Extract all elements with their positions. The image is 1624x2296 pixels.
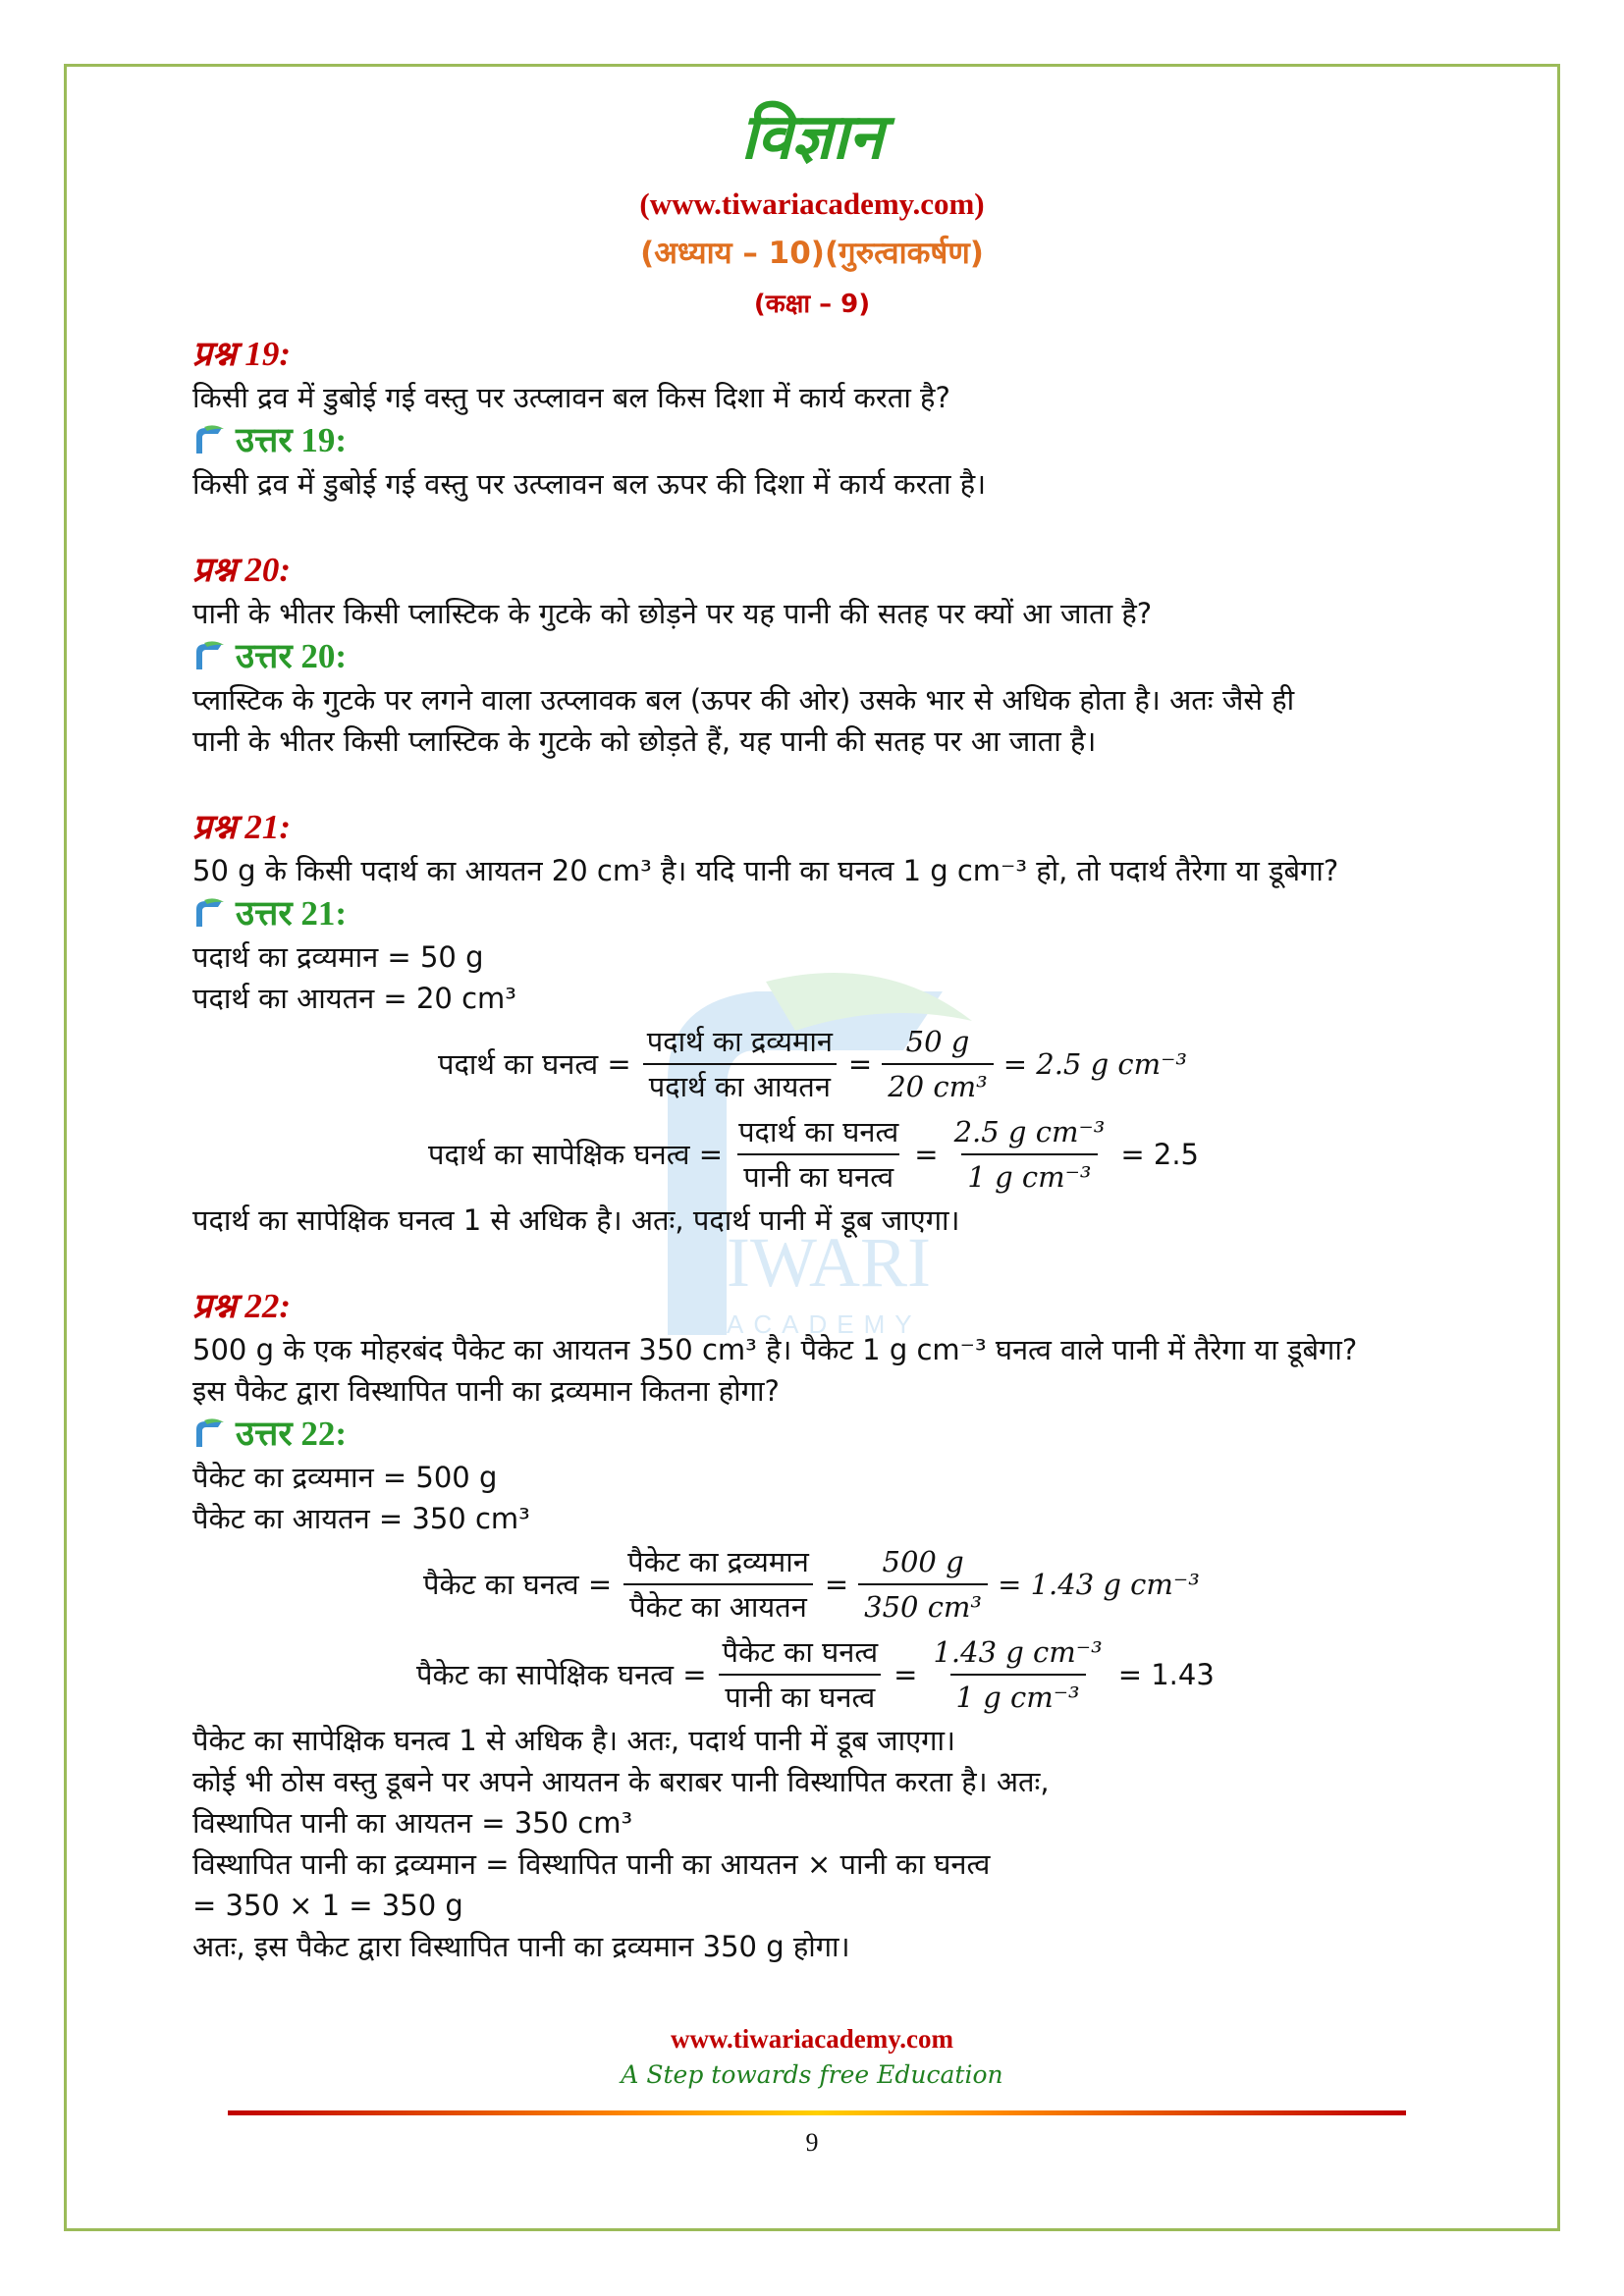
relative-density-equation-22: पैकेट का सापेक्षिक घनत्व = $\frac{\text{पैकेट का घनत्व}}{\text{पानी का घनत्व}}$ = $\frac{\text{1.43 g cm⁻³}}{\text{1 g cm⁻³}}$ = 1.43 [192, 1629, 1459, 1720]
fraction-numerator: 1.43 g cm⁻³ [933, 1635, 1103, 1669]
fraction-denominator: पानी का घनत्व [737, 1153, 899, 1197]
fraction-denominator: पदार्थ का आयतन [643, 1063, 837, 1106]
page-footer [0, 2024, 1624, 2089]
answer-22-line-5: अतः, इस पैकेट द्वारा विस्थापित पानी का द्रव्यमान 350 g होगा। [192, 1930, 850, 1963]
relative-density-equation-21: पदार्थ का सापेक्षिक घनत्व = $\frac{\text{पदार्थ का घनत्व}}{\text{पानी का घनत्व}}$ = $\frac{\text{2.5 g cm⁻³}}{\text{1 g cm⁻³}}$ = 2.5 [192, 1109, 1459, 1200]
watermark-text: IWARI [727, 1223, 931, 1302]
answer-22-line-1: कोई भी ठोस वस्तु डूबने पर अपने आयतन के बराबर पानी विस्थापित करता है। अतः, [192, 1765, 1050, 1798]
fraction-denominator: पैकेट का आयतन [623, 1583, 813, 1627]
tiwari-logo-icon [192, 424, 226, 457]
question-21-label: प्रश्न 21: [192, 808, 292, 846]
header-site-link[interactable]: (www.tiwariacademy.com) [639, 187, 985, 221]
answer-22-line-2: विस्थापित पानी का आयतन = 350 cm³ [192, 1806, 633, 1840]
relative-density-lhs: पैकेट का सापेक्षिक घनत्व = [416, 1658, 707, 1691]
page-number: 9 [805, 2128, 819, 2157]
fraction-numerator: 2.5 g cm⁻³ [953, 1115, 1106, 1148]
fraction-denominator: 1 g cm⁻³ [961, 1153, 1097, 1197]
density-equation-22: पैकेट का घनत्व = $\frac{\text{पैकेट का द्रव्यमान}}{\text{पैकेट का आयतन}}$ = $\frac{500 g}{\text{350 cm³}}$ = 1.43 g cm⁻³ [192, 1539, 1459, 1629]
fraction-numerator: पैकेट का घनत्व [722, 1635, 879, 1669]
answer-22-label: उत्तर 22: [236, 1415, 348, 1453]
question-20-label: प्रश्न 20: [192, 551, 292, 589]
density-value-fraction [858, 1542, 988, 1627]
fraction-denominator: 350 cm³ [858, 1583, 988, 1627]
question-22-text-1: 500 g के एक मोहरबंद पैकेट का आयतन 350 cm³ है। पैकेट 1 g cm⁻³ घनत्व वाले पानी में तैरेगा या डूबेगा? [192, 1333, 1358, 1366]
answer-20-label: उत्तर 20: [236, 637, 348, 675]
answer-19-heading [192, 418, 1459, 463]
relative-density-fraction [732, 1112, 904, 1197]
fraction-denominator: 20 cm³ [882, 1063, 994, 1106]
answer-20-heading [192, 634, 1459, 679]
answer-20-text-1: प्लास्टिक के गुटके पर लगने वाला उत्प्लावक बल (ऊपर की ओर) उसके भार से अधिक होता है। अतः जैसे ही [192, 683, 1295, 717]
relative-density-result: = 2.5 [1120, 1138, 1200, 1171]
subject-title: विज्ञान [740, 101, 884, 174]
relative-density-value-fraction [948, 1112, 1111, 1197]
fraction-denominator: 1 g cm⁻³ [950, 1674, 1086, 1717]
footer-site-link[interactable]: www.tiwariacademy.com [671, 2024, 953, 2054]
fraction-numerator: 50 g [905, 1025, 970, 1058]
class-label: (कक्षा – 9) [753, 290, 871, 319]
relative-density-result: = 1.43 [1117, 1658, 1215, 1691]
answer-21-volume: पदार्थ का आयतन = 20 cm³ [192, 982, 516, 1015]
tiwari-logo-icon [192, 1417, 226, 1451]
fraction-numerator: पैकेट का द्रव्यमान [627, 1545, 809, 1578]
answer-19-label: उत्तर 19: [236, 421, 348, 459]
answer-19-text: किसी द्रव में डुबोई गई वस्तु पर उत्प्लावन बल ऊपर की दिशा में कार्य करता है। [192, 467, 987, 501]
tiwari-logo-icon [192, 897, 226, 931]
footer-tagline: A Step towards free Education [621, 2060, 1003, 2089]
density-result: = 1.43 g cm⁻³ [998, 1568, 1200, 1601]
answer-22-heading [192, 1412, 1459, 1457]
relative-density-lhs: पदार्थ का सापेक्षिक घनत्व = [428, 1138, 724, 1171]
answer-22-line-3: विस्थापित पानी का द्रव्यमान = विस्थापित पानी का आयतन × पानी का घनत्व [192, 1847, 991, 1881]
answer-20-text-2: पानी के भीतर किसी प्लास्टिक के गुटके को छोड़ते हैं, यह पानी की सतह पर आ जाता है। [192, 724, 1097, 758]
density-lhs: पैकेट का घनत्व = [423, 1568, 613, 1601]
question-20-text: पानी के भीतर किसी प्लास्टिक के गुटके को छोड़ने पर यह पानी की सतह पर क्यों आ जाता है? [192, 597, 1153, 630]
density-result: = 2.5 g cm⁻³ [1002, 1047, 1188, 1081]
density-fraction [641, 1022, 839, 1106]
answer-21-heading [192, 891, 1459, 936]
fraction-denominator: पानी का घनत्व [719, 1674, 881, 1717]
question-19-text: किसी द्रव में डुबोई गई वस्तु पर उत्प्लावन बल किस दिशा में कार्य करता है? [192, 381, 950, 414]
tiwari-logo-icon [192, 640, 226, 673]
questions-content [192, 332, 1459, 1967]
question-22-label: प्रश्न 22: [192, 1287, 292, 1325]
footer-divider [228, 2110, 1406, 2115]
page-header [0, 98, 1624, 320]
question-19-label: प्रश्न 19: [192, 335, 292, 373]
answer-21-mass: पदार्थ का द्रव्यमान = 50 g [192, 940, 484, 974]
answer-22-mass: पैकेट का द्रव्यमान = 500 g [192, 1461, 498, 1494]
fraction-numerator: पदार्थ का घनत्व [738, 1115, 899, 1148]
density-equation-21: पदार्थ का घनत्व = $\frac{\text{पदार्थ का द्रव्यमान}}{\text{पदार्थ का आयतन}}$ = $\frac{50 g}{\text{20 cm³}}$ = 2.5 g cm⁻³ [192, 1019, 1459, 1109]
relative-density-fraction [717, 1632, 885, 1717]
answer-21-conclusion: पदार्थ का सापेक्षिक घनत्व 1 से अधिक है। अतः, पदार्थ पानी में डूब जाएगा। [192, 1203, 960, 1237]
answer-22-volume: पैकेट का आयतन = 350 cm³ [192, 1502, 530, 1535]
density-fraction [622, 1542, 815, 1627]
question-22-text-2: इस पैकेट द्वारा विस्थापित पानी का द्रव्यमान कितना होगा? [192, 1374, 780, 1408]
answer-22-conclusion: पैकेट का सापेक्षिक घनत्व 1 से अधिक है। अतः, पदार्थ पानी में डूब जाएगा। [192, 1724, 955, 1757]
density-value-fraction [882, 1022, 994, 1106]
density-lhs: पदार्थ का घनत्व = [438, 1047, 631, 1081]
watermark-subtext: ACADEMY [727, 1309, 922, 1339]
fraction-numerator: 500 g [882, 1545, 964, 1578]
answer-22-line-4: = 350 × 1 = 350 g [192, 1889, 463, 1922]
fraction-numerator: पदार्थ का द्रव्यमान [646, 1025, 833, 1058]
question-21-text: 50 g के किसी पदार्थ का आयतन 20 cm³ है। यदि पानी का घनत्व 1 g cm⁻³ हो, तो पदार्थ तैरेगा या डूबेगा? [192, 854, 1339, 887]
chapter-heading: (अध्याय – 10)(गुरुत्वाकर्षण) [640, 236, 984, 271]
relative-density-value-fraction [927, 1632, 1108, 1717]
answer-21-label: उत्तर 21: [236, 894, 348, 933]
